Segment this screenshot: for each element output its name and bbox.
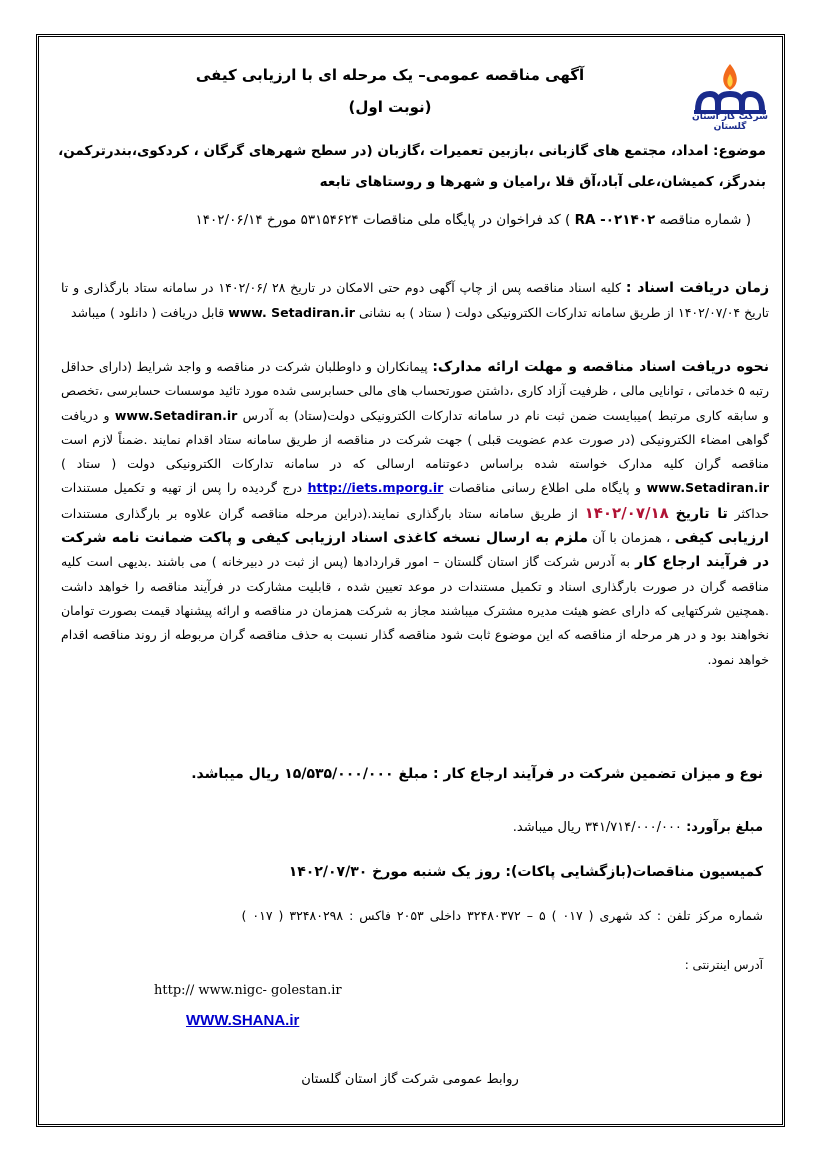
subject-label: موضوع: — [713, 143, 766, 159]
logo-caption: شرکت گاز استان گلستان — [692, 112, 768, 132]
contact-line: شماره مرکز تلفن : کد شهری ( ۰۱۷ ) ۵ – ۳۲۴۸۰۳۷۲ داخلی ۲۰۵۳ فاکس : ۳۲۴۸۰۲۹۸ ( ۰۱۷ ) — [241, 908, 763, 923]
tender-number-prefix: ( شماره مناقصه — [659, 212, 751, 228]
receipt-label: زمان دریافت اسناد : — [625, 280, 770, 296]
deadline-prefix: تا تاریخ — [675, 505, 728, 522]
receipt-paragraph — [61, 276, 769, 324]
procedure-text-5: از طریق سامانه ستاد بارگذاری نمایند.(دراین مرحله مناقصه گران علاوه بر بارگذاری مستندات — [61, 505, 578, 521]
setadiran-link-2[interactable]: www.Setadiran.ir — [114, 407, 238, 423]
procedure-label: نحوه دریافت اسناد مناقصه و مهلت ارائه مدارک: — [432, 359, 769, 375]
commission-line — [63, 864, 763, 880]
estimate-amount: ۳۴۱/۷۱۴/۰۰۰/۰۰۰ ریال میباشد. — [512, 820, 682, 835]
guarantee-line — [63, 766, 763, 782]
iets-link[interactable]: http://iets.mporg.ir — [307, 480, 444, 496]
company-website-link[interactable]: http:// www.nigc- golestan.ir — [154, 983, 342, 998]
commission-label: کمیسیون مناقصات(بازگشایی پاکات): — [505, 864, 763, 880]
procedure-text-4: درج گردیده را پس از تهیه و تکمیل مستندات حداکثر — [61, 480, 769, 521]
tender-number-line — [61, 212, 751, 228]
procedure-text-2: و دریافت گواهی امضاء الکترونیکی (در صورت عدم عضویت قبلی ) جهت شرکت در مناقصه از طریق سامانه ستاد اقدام نمایند .ضمناً لازم است مناقصه گران کلیه مدارک خواسته شده براساس دعوتنامه ارسالی که در سامانه تدارکات الکترونیکی دولت ( ستاد ) — [61, 407, 769, 472]
procedure-text-3: و پایگاه ملی اطلاع رسانی مناقصات — [448, 480, 642, 496]
deadline-date: ۱۴۰۲/۰۷/۱۸ — [584, 503, 669, 522]
notice-title: آگهی مناقصه عمومی– یک مرحله ای با ارزیابی کیفی — [195, 66, 585, 84]
procedure-bold-2: ملزم به ارسال نسخه کاغذی اسناد ارزیابی کیفی و پاکت ضمانت نامه شرکت در فرآیند ارجاع کار — [61, 530, 770, 571]
estimate-line — [63, 820, 763, 835]
web-address-label: آدرس اینترنتی : — [684, 958, 763, 972]
subject-section — [46, 136, 766, 198]
estimate-label: مبلغ برآورد: — [686, 820, 763, 835]
tender-number-suffix: ) کد فراخوان در پایگاه ملی مناقصات ۵۳۱۵۴۶۲۴ مورخ ۱۴۰۲/۰۶/۱۴ — [195, 212, 571, 228]
shana-website-link[interactable]: WWW.SHANA.ir — [186, 1012, 300, 1029]
tender-code: RA -۰۲۱۴۰۲ — [574, 212, 656, 228]
subject-text: امداد، مجتمع های گازبانی ،بازبین تعمیرات ،گازبان (در سطح شهرهای گرگان ، کردکوی،بندرترکمن، بندرگز، کمیشان،علی آباد،آق قلا ،رامیان و شهرها و روستاهای تابعه — [58, 143, 766, 190]
guarantee-amount: مبلغ ۱۵/۵۳۵/۰۰۰/۰۰۰ ریال میباشد. — [191, 766, 429, 782]
receipt-text-1: کلیه اسناد مناقصه پس از چاپ آگهی دوم حتی الامکان در تاریخ ۲۸ /۱۴۰۲/۰۶ در سامانه ستاد بارگذاری و تا تاریخ ۱۴۰۲/۰۷/۰۴ از طریق سامانه تدارکات الکترونیکی دولت ( ستاد ) به نشانی — [61, 280, 769, 320]
procedure-text-7: به آدرس شرکت گاز استان گلستان – امور قراردادها (پس از ثبت در دبیرخانه ) می باشند .بدیهی است کلیه مناقصه گران در صورت بارگذاری اسناد و تکمیل مستندات در موعد تعیین شده ، قابلیت مشارکت در فرآیند مناقصه را خواهد داشت .همچنین شرکتهایی که دارای عضو هیئت مدیره مشترک میباشند مجاز به شرکت همزمان در مناقصه و ارائه پیشنهاد قیمت بصورت توامان نخواهند بود و در هر مرحله از مناقصه که این موضوع ثابت شود مناقصه گذار نسبت به حذف مناقصه گران مربوطه از روند مناقصه اقدام خواهد نمود. — [61, 554, 769, 667]
guarantee-label: نوع و میزان تضمین شرکت در فرآیند ارجاع کار : — [433, 766, 763, 782]
footer-signature: روابط عمومی شرکت گاز استان گلستان — [301, 1072, 519, 1087]
procedure-bold-1: ارزیابی کیفی — [674, 530, 769, 547]
notice-subtitle: (نوبت اول) — [348, 98, 432, 116]
setadiran-link[interactable]: www. Setadiran.ir — [228, 304, 355, 320]
setadiran-link-3[interactable]: www.Setadiran.ir — [646, 480, 769, 496]
procedure-paragraph — [61, 355, 769, 672]
commission-date: روز یک شنبه مورخ ۱۴۰۲/۰۷/۳۰ — [288, 864, 501, 880]
receipt-text-2: قابل دریافت ( دانلود ) میباشد — [70, 304, 225, 320]
procedure-text-1: پیمانکاران و داوطلبان شرکت در مناقصه و واجد شرایط (دارای حداقل رتبه ۵ خدماتی ، توانایی مالی ، ظرفیت آزاد کاری ،داشتن صورتحساب های مالی حسابرسی شده مورد تائید موسسات حسابرسی ،تخصص و سابقه کاری مرتبط )میبایست ضمن ثبت نام در سامانه تدارکات الکترونیکی دولت(ستاد) به آدرس — [61, 359, 769, 423]
procedure-text-6: ، همزمان با آن — [592, 530, 671, 546]
